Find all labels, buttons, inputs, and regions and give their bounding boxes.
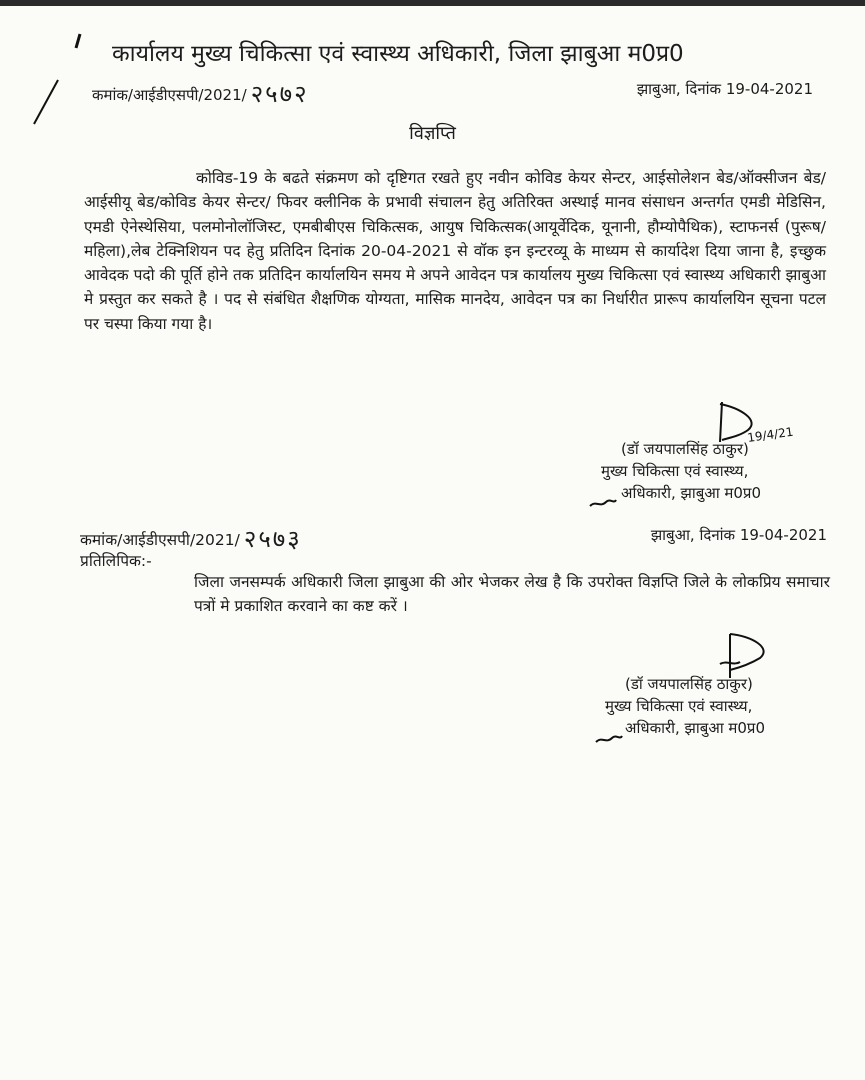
- signatory-office: अधिकारी, झाबुआ म0प्र0: [621, 484, 762, 502]
- signature-block-1: [601, 438, 831, 504]
- copy-date: झाबुआ, दिनांक 19-04-2021: [650, 526, 827, 544]
- signatory-office: अधिकारी, झाबुआ म0प्र0: [625, 719, 766, 737]
- signatory-name: (डॉ जयपालसिंह ठाकुर): [625, 675, 753, 693]
- notice-body: कोविड-19 के बढते संक्रमण को दृष्टिगत रखते हुए नवीन कोविड केयर सेन्टर, आईसोलेशन बेड/ऑक्सीजन बेड/आईसीयू बेड/कोविड केयर सेन्टर/ फिवर क्लीनिक के प्रभावी संचालन हेतु अतिरिक्त अस्थाई मानव संसाधन अन्तर्गत एमडी मेडिसिन, एमडी ऐनेस्थेसिया, पलमोनोलॉजिस्ट, एमबीबीएस चिकित्सक, आयुष चिकित्सक(आयूर्वेदिक, यूनानी, हौम्योपैथिक), स्टाफनर्स (पुरूष/महिला),लेब टेक्निशियन पद हेतु प्रतिदिन दिनांक 20-04-2021 से वॉक इन इन्टरव्यू के माध्यम से कार्यादेश दिया जाना है, इच्छुक आवेदक पदो की पूर्ति होने तक प्रतिदिन कार्यालयिन समय मे अपने आवेदन पत्र कार्यालय मुख्य चिकित्सा एवं स्वास्थ्य अधिकारी झाबुआ मे प्रस्तुत कर सकते है । पद से संबंधित शैक्षणिक योग्यता, मासिक मानदेय, आवेदन पत्र का निर्धारीत प्रारूप कार्यालयिन सूचना पटल पर चस्पा किया गया है।: [84, 169, 826, 333]
- signature-block-2: [605, 673, 835, 739]
- handwritten-copy-reference-number: २५७३: [243, 525, 302, 553]
- copy-reference-prefix: कमांक/आईडीएसपी/2021/: [80, 531, 240, 549]
- copy-to-text: जिला जनसम्पर्क अधिकारी जिला झाबुआ की ओर भेजकर लेख है कि उपरोक्त विज्ञप्ति जिले के लोकप्रिय समाचार पत्रों मे प्रकाशित करवाने का कष्ट करें ।: [194, 573, 830, 615]
- signatory-designation: मुख्य चिकित्सा एवं स्वास्थ्य,: [605, 697, 753, 715]
- copy-to-label: प्रतिलिपिक:-: [80, 552, 152, 570]
- issue-date: झाबुआ, दिनांक 19-04-2021: [636, 80, 813, 98]
- signatory-name: (डॉ जयपालसिंह ठाकुर): [621, 440, 749, 458]
- signature-date: 19/4/21: [746, 424, 795, 445]
- reference-prefix: कमांक/आईडीएसपी/2021/: [92, 86, 247, 104]
- signatory-designation: मुख्य चिकित्सा एवं स्वास्थ्य,: [601, 462, 749, 480]
- reference-number-line: [92, 77, 309, 110]
- handwritten-reference-number: २५७२: [250, 80, 309, 108]
- margin-pen-mark-icon: [30, 30, 90, 130]
- notice-heading: विज्ञप्ति: [409, 123, 456, 144]
- scan-top-edge: [0, 0, 865, 6]
- office-title: कार्यालय मुख्य चिकित्सा एवं स्वास्थ्य अधिकारी, जिला झाबुआ म0प्र0: [112, 41, 684, 67]
